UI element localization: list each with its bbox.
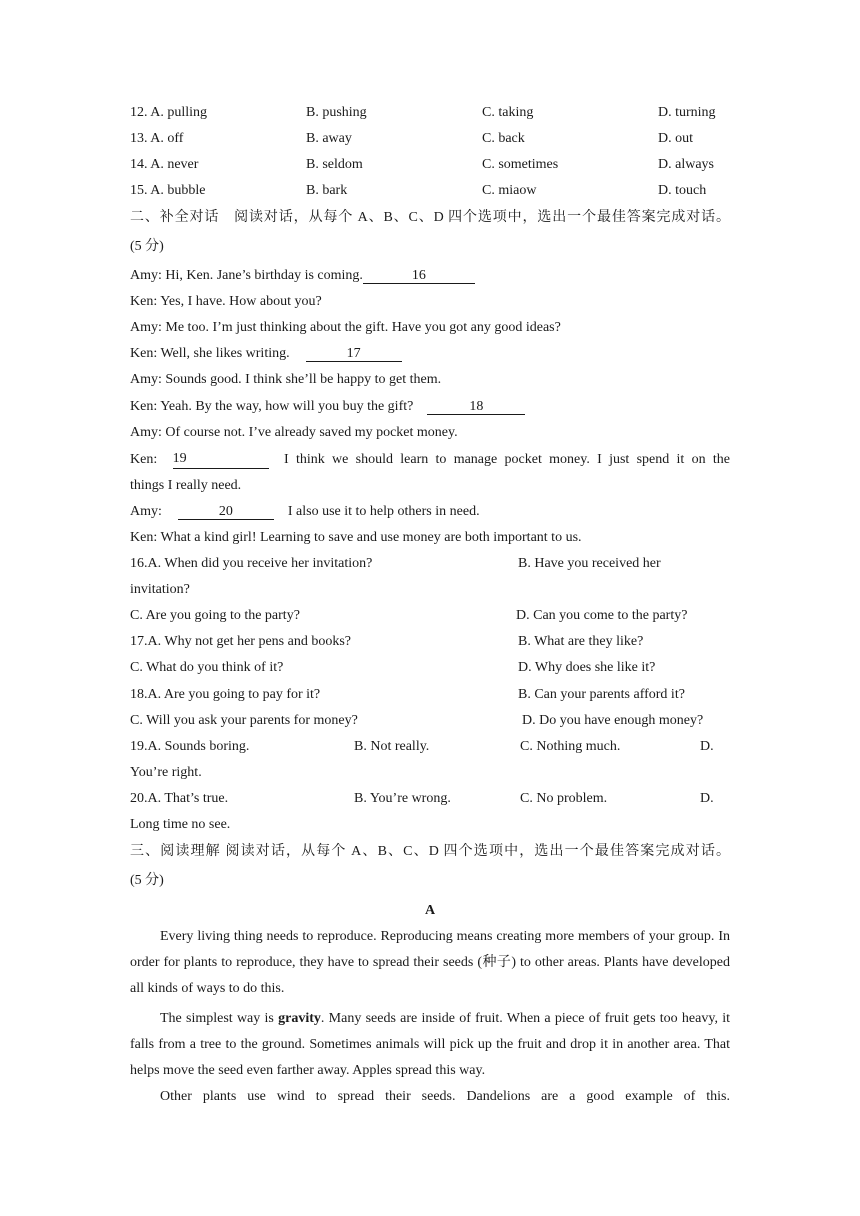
q16-option-a: 16.A. When did you receive her invitation?: [130, 556, 373, 571]
dialogue-line-9: [130, 503, 480, 521]
q16-option-d: D. Can you come to the party?: [516, 608, 688, 623]
dialogue-line-6: [130, 398, 525, 416]
dialogue-text: Ken: Well, she likes writing.: [130, 346, 290, 361]
q13-option-b: B. away: [306, 131, 352, 146]
blank-16: 16: [363, 268, 475, 284]
q12-option-d: D. turning: [658, 105, 716, 120]
dialogue-line-3: Amy: Me too. I’m just thinking about the gift. Have you got any good ideas?: [130, 320, 561, 335]
q17-option-b: B. What are they like?: [518, 634, 644, 649]
q15-option-c: C. miaow: [482, 183, 537, 198]
q13-option-d: D. out: [658, 131, 693, 146]
q20-option-c: C. No problem.: [520, 791, 608, 806]
blank-18: 18: [427, 399, 525, 415]
dialogue-line-8-cont: things I really need.: [130, 478, 242, 493]
q16-option-b: B. Have you received her: [518, 556, 661, 571]
dialogue-line-4: [130, 345, 402, 363]
passage-paragraph-2: [130, 1006, 730, 1084]
dialogue-line-7: Amy: Of course not. I’ve already saved my pocket money.: [130, 425, 458, 440]
blank-17: 17: [306, 346, 402, 362]
passage-paragraph-1: Every living thing needs to reproduce. Reproducing means creating more members of your group. In order for plants to reproduce, they have to spread their seeds (种子) to other areas. Plants have developed all kinds of ways to do this.: [130, 929, 730, 996]
q18-option-a: 18.A. Are you going to pay for it?: [130, 687, 321, 702]
dialogue-text: Ken: Yeah. By the way, how will you buy the gift?: [130, 399, 414, 414]
q19-option-b: B. Not really.: [354, 739, 430, 754]
q15-option-a: 15. A. bubble: [130, 183, 206, 198]
dialogue-speaker: Ken:: [130, 452, 158, 467]
q15-option-d: D. touch: [658, 183, 707, 198]
passage-text: . Many seeds are inside of fruit. When a piece of fruit gets too heavy, it falls from a tree to the ground. Sometimes animals will pick up the fruit and drop it in another area. That helps move the seed even farther away. Apples spread this way.: [130, 1011, 730, 1078]
q15-option-b: B. bark: [306, 183, 348, 198]
dialogue-line-1: [130, 267, 475, 285]
q16-option-c: C. Are you going to the party?: [130, 608, 300, 623]
q14-option-b: B. seldom: [306, 157, 363, 172]
dialogue-text: Amy: Hi, Ken. Jane’s birthday is coming.: [130, 268, 363, 283]
q17-option-d: D. Why does she like it?: [518, 660, 656, 675]
q19-option-a: 19.A. Sounds boring.: [130, 739, 250, 754]
q16-option-b-cont: invitation?: [130, 582, 190, 597]
q17-option-c: C. What do you think of it?: [130, 660, 284, 675]
q20-option-d-cont: Long time no see.: [130, 817, 231, 832]
q18-option-b: B. Can your parents afford it?: [518, 687, 685, 702]
q20-option-d: D.: [700, 791, 714, 806]
dialogue-line-8: [130, 451, 730, 469]
section3-heading: 三、阅读理解 阅读对话，从每个 A、B、C、D 四个选项中，选出一个最佳答案完成对话。: [130, 844, 730, 859]
q19-option-d: D.: [700, 739, 714, 754]
q17-option-a: 17.A. Why not get her pens and books?: [130, 634, 351, 649]
dialogue-line-10: Ken: What a kind girl! Learning to save and use money are both important to us.: [130, 530, 582, 545]
q14-option-a: 14. A. never: [130, 157, 199, 172]
q13-option-a: 13. A. off: [130, 131, 184, 146]
keyword-gravity: gravity: [278, 1011, 321, 1026]
q20-option-b: B. You’re wrong.: [354, 791, 451, 806]
q18-option-c: C. Will you ask your parents for money?: [130, 713, 358, 728]
dialogue-line-5: Amy: Sounds good. I think she’ll be happy to get them.: [130, 372, 442, 387]
dialogue-speaker: Amy:: [130, 504, 162, 519]
dialogue-line-2: Ken: Yes, I have. How about you?: [130, 294, 322, 309]
q14-option-d: D. always: [658, 157, 714, 172]
q12-option-a: 12. A. pulling: [130, 105, 208, 120]
section2-score: (5 分): [130, 239, 164, 254]
q13-option-c: C. back: [482, 131, 525, 146]
q18-option-d: D. Do you have enough money?: [522, 713, 704, 728]
q14-option-c: C. sometimes: [482, 157, 559, 172]
q12-option-b: B. pushing: [306, 105, 367, 120]
passage-text: The simplest way is: [160, 1011, 279, 1026]
blank-20: 20: [178, 504, 274, 520]
q19-option-d-cont: You’re right.: [130, 765, 202, 780]
section2-heading: 二、补全对话 阅读对话，从每个 A、B、C、D 四个选项中，选出一个最佳答案完成对话。: [130, 210, 730, 225]
q19-option-c: C. Nothing much.: [520, 739, 621, 754]
q12-option-c: C. taking: [482, 105, 534, 120]
dialogue-text: I think we should learn to manage pocket money. I just spend it on the: [284, 452, 730, 467]
blank-19: 19: [173, 451, 269, 469]
passage-label: A: [424, 903, 436, 918]
passage-paragraph-3: Other plants use wind to spread their seeds. Dandelions are a good example of this.: [160, 1089, 730, 1104]
dialogue-text: I also use it to help others in need.: [287, 504, 480, 519]
q20-option-a: 20.A. That’s true.: [130, 791, 229, 806]
section3-score: (5 分): [130, 873, 164, 888]
